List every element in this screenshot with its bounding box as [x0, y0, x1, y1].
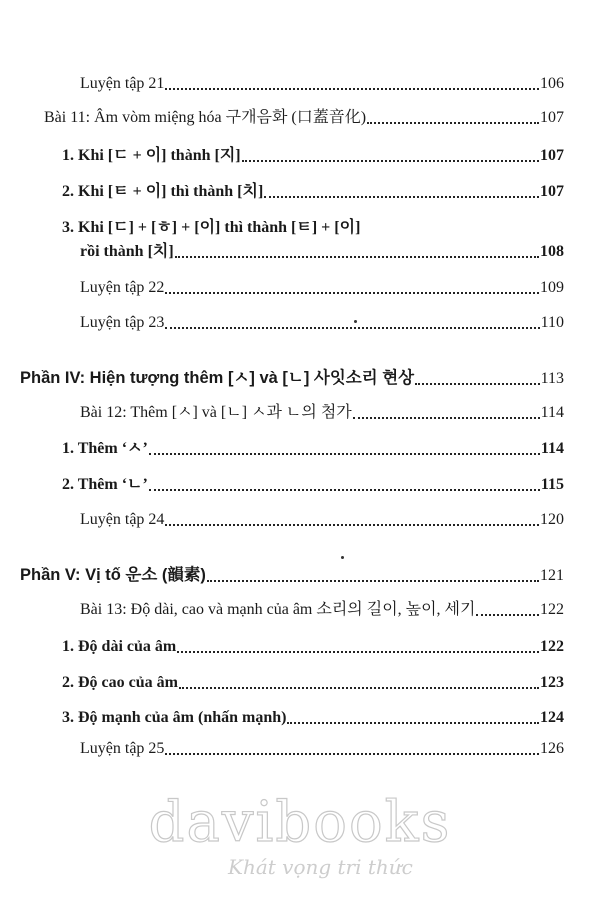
leader-dots — [175, 256, 539, 258]
scan-speck — [341, 556, 344, 559]
toc-page: 106 — [540, 75, 564, 92]
toc-page: 115 — [540, 476, 564, 493]
toc-page: 107 — [540, 183, 564, 200]
toc-page: 123 — [540, 674, 564, 691]
leader-dots — [476, 614, 539, 616]
watermark-brand: davibooks — [148, 790, 452, 855]
toc-page: 113 — [540, 370, 564, 387]
toc-page: 110 — [540, 314, 564, 331]
toc-page: 120 — [540, 511, 564, 528]
toc-entry-practice-21 — [80, 74, 564, 94]
leader-dots — [165, 524, 539, 526]
toc-label: Luyện tập 25 — [80, 740, 165, 757]
toc-entry-12-1 — [62, 439, 564, 459]
toc-label: 1. Thêm ‘ㅅ’ — [62, 440, 148, 457]
toc-entry-11-3 — [80, 242, 564, 262]
toc-label: 2. Khi [ㅌ + 이] thì thành [치] — [62, 183, 264, 200]
toc-label: Luyện tập 23 — [80, 314, 165, 331]
leader-dots — [367, 122, 539, 124]
toc-label: Phần V: Vị tố 운소 (韻素) — [20, 566, 206, 584]
toc-label: Luyện tập 22 — [80, 279, 165, 296]
toc-entry-practice-23 — [80, 313, 564, 333]
watermark-tagline: Khát vọng tri thức — [228, 855, 413, 879]
toc-entry-11-1 — [62, 146, 564, 166]
toc-label: Luyện tập 24 — [80, 511, 165, 528]
leader-dots — [242, 160, 539, 162]
toc-page: 122 — [540, 601, 564, 618]
leader-dots — [165, 292, 539, 294]
leader-dots — [149, 453, 540, 455]
toc-entry-lesson-11 — [44, 108, 564, 128]
leader-dots — [149, 489, 540, 491]
toc-label: 1. Khi [ㄷ + 이] thành [지] — [62, 147, 241, 164]
toc-entry-11-3-line1: 3. Khi [ㄷ] + [ㅎ] + [이] thì thành [ㅌ] + [이] — [62, 219, 361, 236]
toc-page: 126 — [540, 740, 564, 757]
toc-label: Bài 12: Thêm [ㅅ] và [ㄴ] ㅅ과 ㄴ의 첨가 — [80, 404, 352, 421]
toc-page: 124 — [540, 709, 564, 726]
leader-dots — [264, 196, 539, 198]
toc-label: 3. Độ mạnh của âm (nhấn mạnh) — [62, 709, 287, 726]
toc-page: 122 — [540, 638, 564, 655]
leader-dots — [177, 651, 539, 653]
toc-label: Bài 13: Độ dài, cao và mạnh của âm 소리의 길이, 높이, 세기 — [80, 601, 476, 618]
toc-label: 1. Độ dài của âm — [62, 638, 177, 655]
toc-label: Bài 11: Âm vòm miệng hóa 구개음화 (口蓋音化) — [44, 109, 367, 126]
toc-label: 2. Thêm ‘ㄴ’ — [62, 476, 148, 493]
toc-part-4 — [20, 368, 564, 389]
toc-entry-11-2 — [62, 182, 564, 202]
leader-dots — [415, 383, 539, 385]
toc-entry-12-2 — [62, 475, 564, 495]
leader-dots — [165, 753, 539, 755]
leader-dots — [353, 417, 540, 419]
toc-entry-practice-25 — [80, 739, 564, 759]
toc-entry-13-1 — [62, 637, 564, 657]
toc-page: 107 — [540, 109, 564, 126]
toc-entry-13-3 — [62, 708, 564, 728]
scan-speck — [354, 320, 357, 323]
leader-dots — [207, 580, 539, 582]
leader-dots — [179, 687, 539, 689]
toc-page: 121 — [540, 567, 564, 584]
toc-entry-practice-24 — [80, 510, 564, 530]
toc-entry-lesson-12 — [80, 403, 564, 423]
toc-entry-practice-22 — [80, 278, 564, 298]
toc-page: 108 — [540, 243, 564, 260]
toc-label: Luyện tập 21 — [80, 75, 165, 92]
toc-page: 114 — [540, 404, 564, 421]
toc-page: 107 — [540, 147, 564, 164]
toc-label: rồi thành [치] — [80, 243, 174, 260]
toc-entry-lesson-13 — [80, 600, 564, 620]
toc-label: Phần IV: Hiện tượng thêm [ㅅ] và [ㄴ] 사잇소리 현상 — [20, 369, 415, 387]
toc-page: 114 — [540, 440, 564, 457]
toc-page: 109 — [540, 279, 564, 296]
toc-part-5 — [20, 565, 564, 586]
leader-dots — [165, 327, 539, 329]
toc-entry-13-2 — [62, 673, 564, 693]
leader-dots — [165, 88, 539, 90]
leader-dots — [287, 722, 539, 724]
toc-label: 2. Độ cao của âm — [62, 674, 178, 691]
